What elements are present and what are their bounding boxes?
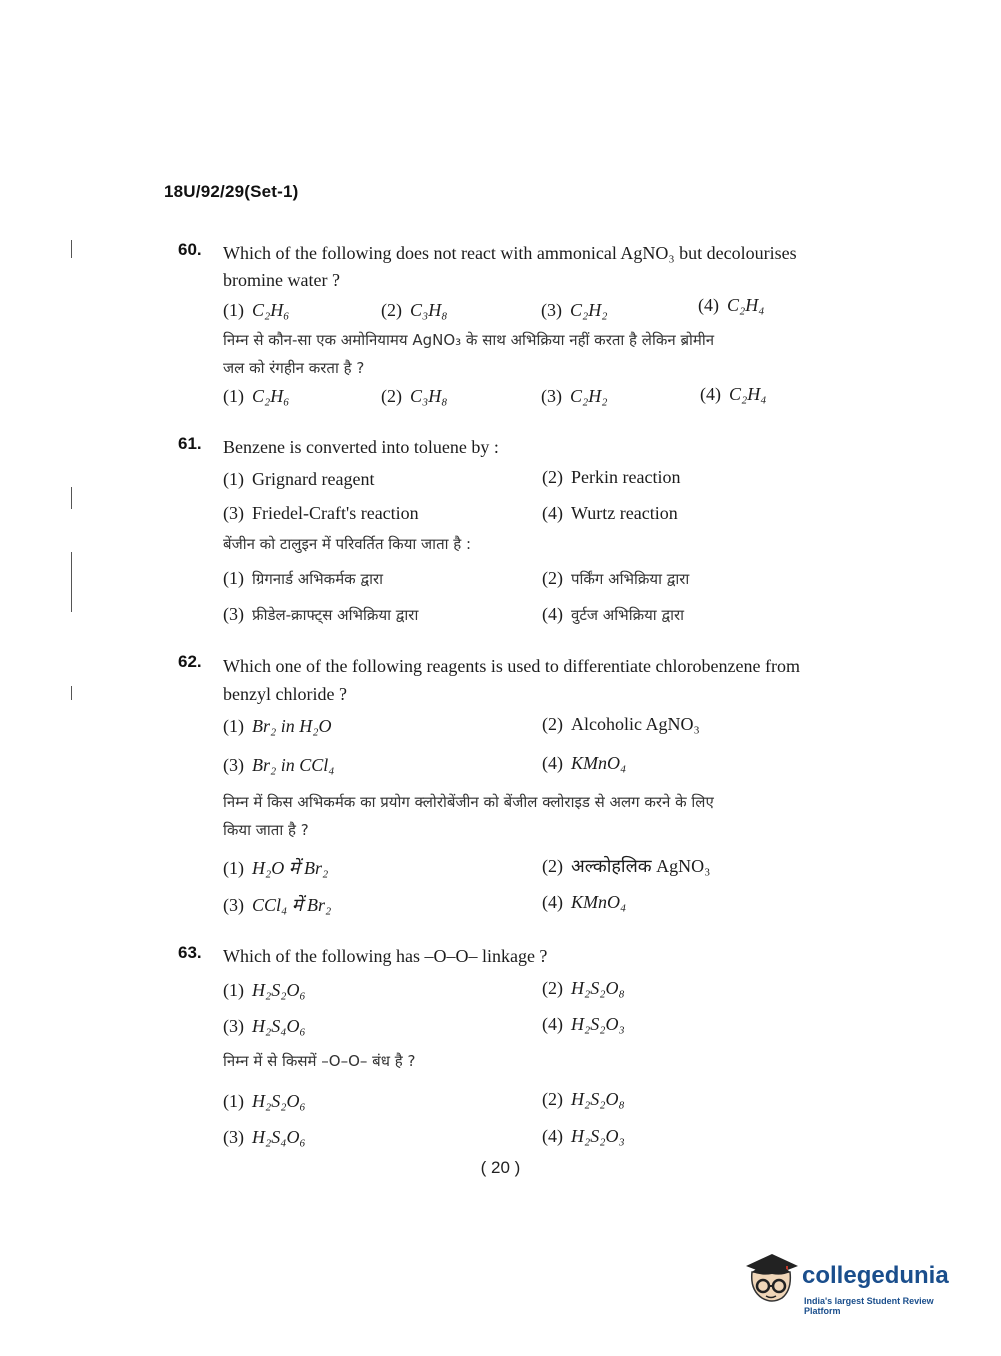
option-4-en: (4) KMnO₄ xyxy=(542,753,627,773)
paper-code: 18U/92/29(Set-1) xyxy=(164,182,299,201)
question-text-en: Which of the following has –O–O– linkage ? xyxy=(223,946,548,966)
option-2-hi: (2) पर्किंग अभिक्रिया द्वारा xyxy=(542,568,690,588)
option-1-hi: (1) C₂H₆ xyxy=(223,386,290,406)
page-number: ( 20 ) xyxy=(480,1158,521,1177)
option-3-en: (3) H₂S₄O₆ xyxy=(223,1016,306,1036)
option-4-hi: (4) H₂S₂O₃ xyxy=(542,1126,625,1146)
option-4-hi: (4) KMnO₄ xyxy=(542,892,627,912)
question-text-hi: निम्न में से किसमें –O–O– बंध है ? xyxy=(223,1052,416,1070)
option-2-en: (2) C₃H₈ xyxy=(381,300,448,320)
option-3-hi: (3) H₂S₄O₆ xyxy=(223,1127,306,1147)
question-number: 63. xyxy=(178,943,202,962)
option-4-en: (4) H₂S₂O₃ xyxy=(542,1014,625,1034)
margin-mark xyxy=(71,240,72,258)
option-3-en: (3) C₂H₂ xyxy=(541,300,608,320)
brand-tagline: India's largest Student Review Platform xyxy=(804,1296,934,1316)
option-1-en: (1) C₂H₆ xyxy=(223,300,290,320)
option-2-hi: (2) C₃H₈ xyxy=(381,386,448,406)
question-text-hi: बेंजीन को टालुइन में परिवर्तित किया जाता है : xyxy=(223,535,472,553)
option-4-hi: (4) C₂H₄ xyxy=(700,384,767,404)
margin-mark xyxy=(71,552,72,612)
option-3-en: (3) Friedel-Craft's reaction xyxy=(223,503,419,523)
question-number: 61. xyxy=(178,434,202,453)
option-4-en: (4) Wurtz reaction xyxy=(542,503,678,523)
option-3-hi: (3) फ्रीडेल-क्राफ्ट्स अभिक्रिया द्वारा xyxy=(223,604,419,624)
option-4-en: (4) C₂H₄ xyxy=(698,295,765,315)
question-number: 62. xyxy=(178,652,202,671)
option-3-en: (3) Br₂ in CCl₄ xyxy=(223,755,335,775)
question-number: 60. xyxy=(178,240,202,259)
question-text-en: Benzene is converted into toluene by : xyxy=(223,437,499,457)
mascot-icon xyxy=(742,1250,800,1308)
option-1-en: (1) Grignard reagent xyxy=(223,469,375,489)
option-2-en: (2) Alcoholic AgNO₃ xyxy=(542,714,700,734)
option-1-hi: (1) H₂O में Br₂ xyxy=(223,858,329,878)
question-text-en: Which one of the following reagents is used to differentiate chlorobenzene from benzyl chloride ? xyxy=(223,656,800,704)
option-1-hi: (1) H₂S₂O₆ xyxy=(223,1091,306,1111)
question-text-en: Which of the following does not react with ammonical AgNO₃ but decolourises bromine water ? xyxy=(223,243,797,290)
option-2-hi: (2) अल्कोहलिक AgNO₃ xyxy=(542,856,711,876)
option-2-hi: (2) H₂S₂O₈ xyxy=(542,1089,625,1109)
margin-mark xyxy=(71,487,72,509)
question-text-hi: निम्न से कौन-सा एक अमोनियामय AgNO₃ के साथ अभिक्रिया नहीं करता है लेकिन ब्रोमीन जल को रंगहीन करता है ? xyxy=(223,331,715,377)
option-2-en: (2) Perkin reaction xyxy=(542,467,681,487)
option-1-hi: (1) ग्रिगनार्ड अभिकर्मक द्वारा xyxy=(223,568,383,588)
question-text-hi: निम्न में किस अभिकर्मक का प्रयोग क्लोरोबेंजीन को बेंजील क्लोराइड से अलग करने के लिए किया जाता है ? xyxy=(223,793,714,839)
brand-name: collegedunia xyxy=(802,1262,949,1289)
collegedunia-logo xyxy=(742,1250,972,1316)
option-1-en: (1) Br₂ in H₂O xyxy=(223,716,332,736)
option-2-en: (2) H₂S₂O₈ xyxy=(542,978,625,998)
option-3-hi: (3) CCl₄ में Br₂ xyxy=(223,895,332,915)
option-4-hi: (4) वुर्टज अभिक्रिया द्वारा xyxy=(542,604,684,624)
option-3-hi: (3) C₂H₂ xyxy=(541,386,608,406)
margin-mark xyxy=(71,686,72,700)
option-1-en: (1) H₂S₂O₆ xyxy=(223,980,306,1000)
